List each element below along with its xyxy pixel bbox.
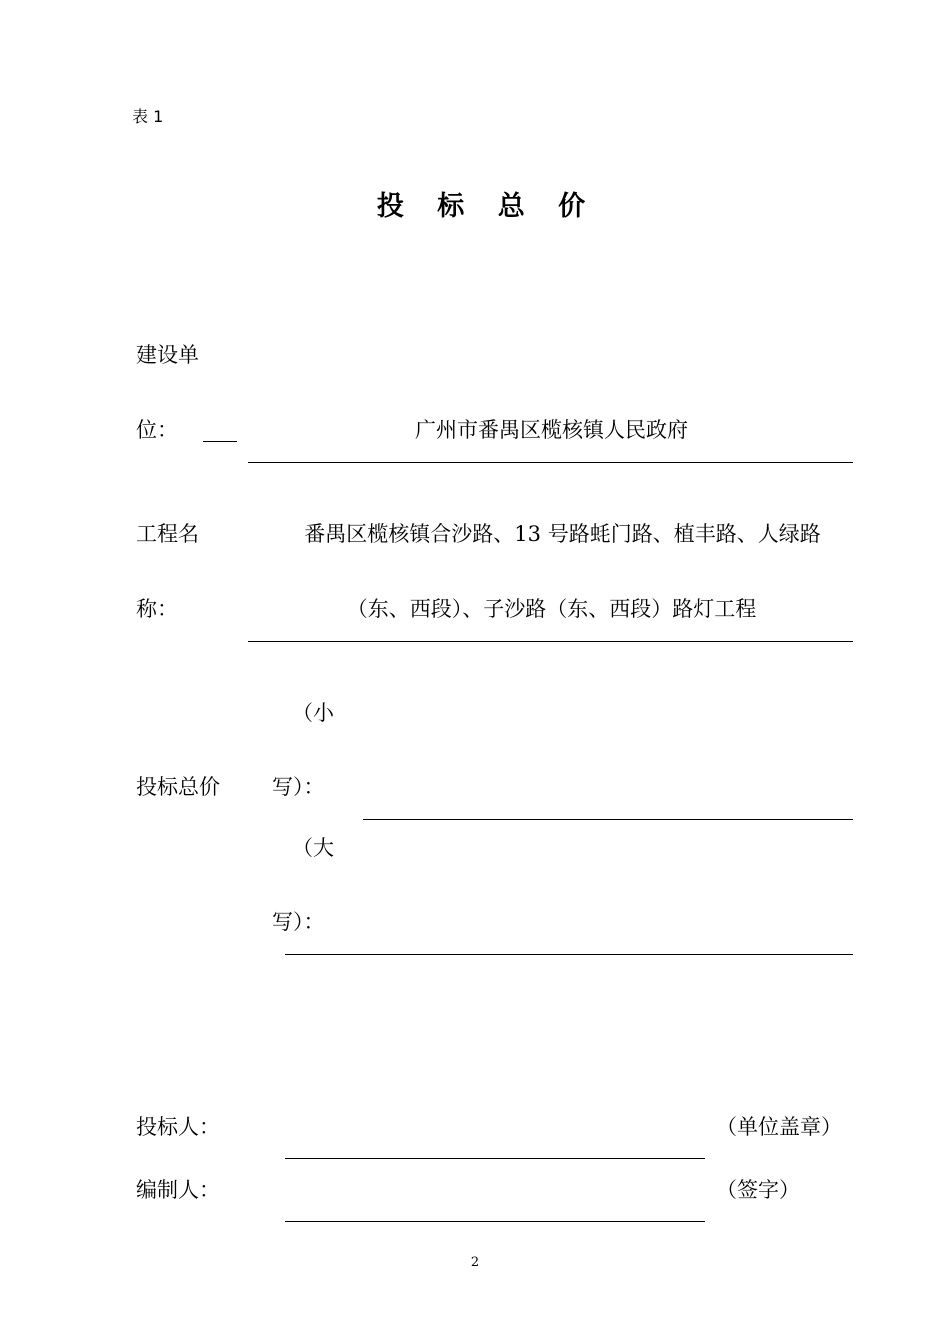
bidder-seal-note: （单位盖章）	[716, 1115, 842, 1139]
bidder-label: 投标人：	[136, 1115, 220, 1139]
builder-label-underline	[203, 441, 237, 442]
lower-case-label-line2: 写）：	[272, 775, 325, 799]
upper-case-label-line1: （大	[292, 836, 334, 860]
total-price-label: 投标总价	[136, 775, 220, 799]
compiler-signature-note: （签字）	[716, 1178, 800, 1202]
builder-underline	[248, 462, 853, 463]
project-label-line1: 工程名	[136, 522, 199, 546]
bidder-underline	[285, 1158, 705, 1159]
project-label-line2: 称：	[136, 597, 178, 621]
project-value-line2: （东、西段）、子沙路（东、西段）路灯工程	[346, 597, 757, 621]
builder-label-line1: 建设单	[136, 343, 199, 367]
lower-case-label-line1: （小	[292, 701, 334, 725]
builder-label-line2: 位：	[136, 418, 178, 442]
upper-case-underline	[285, 954, 853, 955]
upper-case-label-line2: 写）：	[272, 910, 325, 934]
project-value-line1: 番禺区榄核镇合沙路、13 号路蚝门路、植丰路、人绿路	[304, 522, 821, 546]
lower-case-underline	[363, 819, 853, 820]
project-underline	[248, 641, 853, 642]
compiler-underline	[285, 1221, 705, 1222]
table-label: 表 1	[132, 107, 164, 126]
compiler-label: 编制人：	[136, 1178, 220, 1202]
page-title: 投 标 总 价	[376, 191, 598, 222]
builder-value: 广州市番禺区榄核镇人民政府	[415, 418, 688, 442]
page-number: 2	[470, 1255, 480, 1270]
